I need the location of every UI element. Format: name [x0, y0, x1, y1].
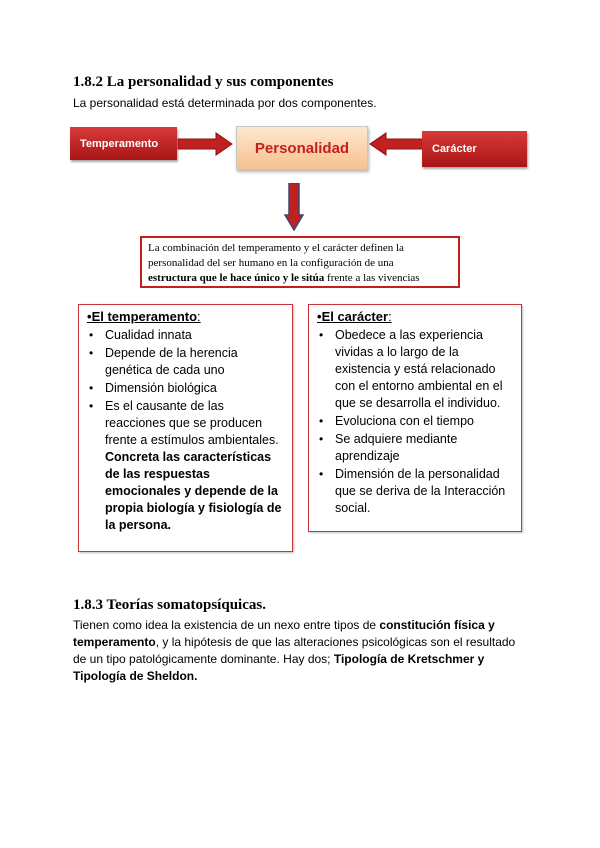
teorias-paragraph	[73, 617, 528, 685]
teorias-text-1: Tienen como idea la existencia de un nexo entre tipos de	[73, 618, 380, 632]
combination-line-3-rest: frente a las vivencias	[324, 272, 420, 284]
list-item: • Dimensión de la personalidad que se deriva de la Interacción social.	[317, 466, 513, 517]
temperamento-list	[87, 327, 284, 534]
temperamento-title-colon: :	[197, 309, 201, 324]
list-item: • Obedece a las experiencia vividas a lo largo de la existencia y está relacionado con el entorno ambiental en el que se desarrolla el individuo.	[317, 327, 513, 412]
combination-line-1: La combinación del temperamento y el carácter definen la	[148, 242, 404, 254]
temperamento-box	[70, 127, 177, 160]
teorias-bold-2: Tipología de Kretschmer y Tipología de Sheldon.	[73, 652, 485, 683]
caracter-list-box	[308, 304, 522, 532]
temperamento-box-label: Temperamento	[80, 137, 159, 150]
section-heading-teorias: 1.8.3 Teorías somatopsíquicas.	[73, 597, 266, 613]
list-item-bold-text: Concreta las características de las respuestas emocionales y depende de la propia biología y fisiología de la persona.	[105, 450, 282, 532]
caracter-title-colon: :	[388, 309, 392, 324]
list-item: • Se adquiere mediante aprendizaje	[317, 431, 513, 465]
temperamento-title-bullet: •	[87, 309, 92, 324]
caracter-title	[317, 309, 513, 324]
caracter-list	[317, 327, 513, 517]
list-item: • Cualidad innata	[87, 327, 284, 344]
personalidad-box-label: Personalidad	[254, 139, 350, 157]
caracter-title-text: El carácter	[321, 309, 389, 324]
combination-line-3-bold: estructura que le hace único y le sitúa	[148, 272, 325, 284]
section-heading-personalidad: 1.8.2 La personalidad y sus componentes	[73, 74, 334, 90]
list-item: • Dimensión biológica	[87, 380, 284, 397]
intro-text: La personalidad está determinada por dos componentes.	[73, 96, 377, 110]
list-item	[87, 398, 284, 534]
caracter-title-bullet: •	[317, 309, 322, 324]
personalidad-box	[236, 126, 368, 170]
teorias-bold-1: constitución física y temperamento	[73, 618, 495, 649]
teorias-text-2: , y la hipótesis de que las alteraciones psicológicas son el resultado de un tipo patológicamente dominante. Hay dos;	[73, 635, 516, 666]
temperamento-title-text: El temperamento	[91, 309, 198, 324]
combination-line-2: personalidad del ser humano en la configuración de una	[148, 257, 394, 269]
list-item: • Evoluciona con el tiempo	[317, 413, 513, 430]
caracter-box-label: Carácter	[432, 143, 477, 155]
list-item: • Depende de la herencia genética de cada uno	[87, 345, 284, 379]
left-arrow-icon	[366, 131, 428, 157]
caracter-box	[422, 131, 527, 167]
temperamento-list-box	[78, 304, 293, 552]
combination-box	[140, 236, 460, 288]
down-arrow-icon	[284, 183, 304, 231]
list-item-normal-text: Es el causante de las reacciones que se producen frente a estímulos ambientales.	[105, 399, 279, 447]
combination-line-3	[148, 271, 452, 286]
right-arrow-icon	[176, 131, 236, 157]
temperamento-title	[87, 309, 284, 324]
